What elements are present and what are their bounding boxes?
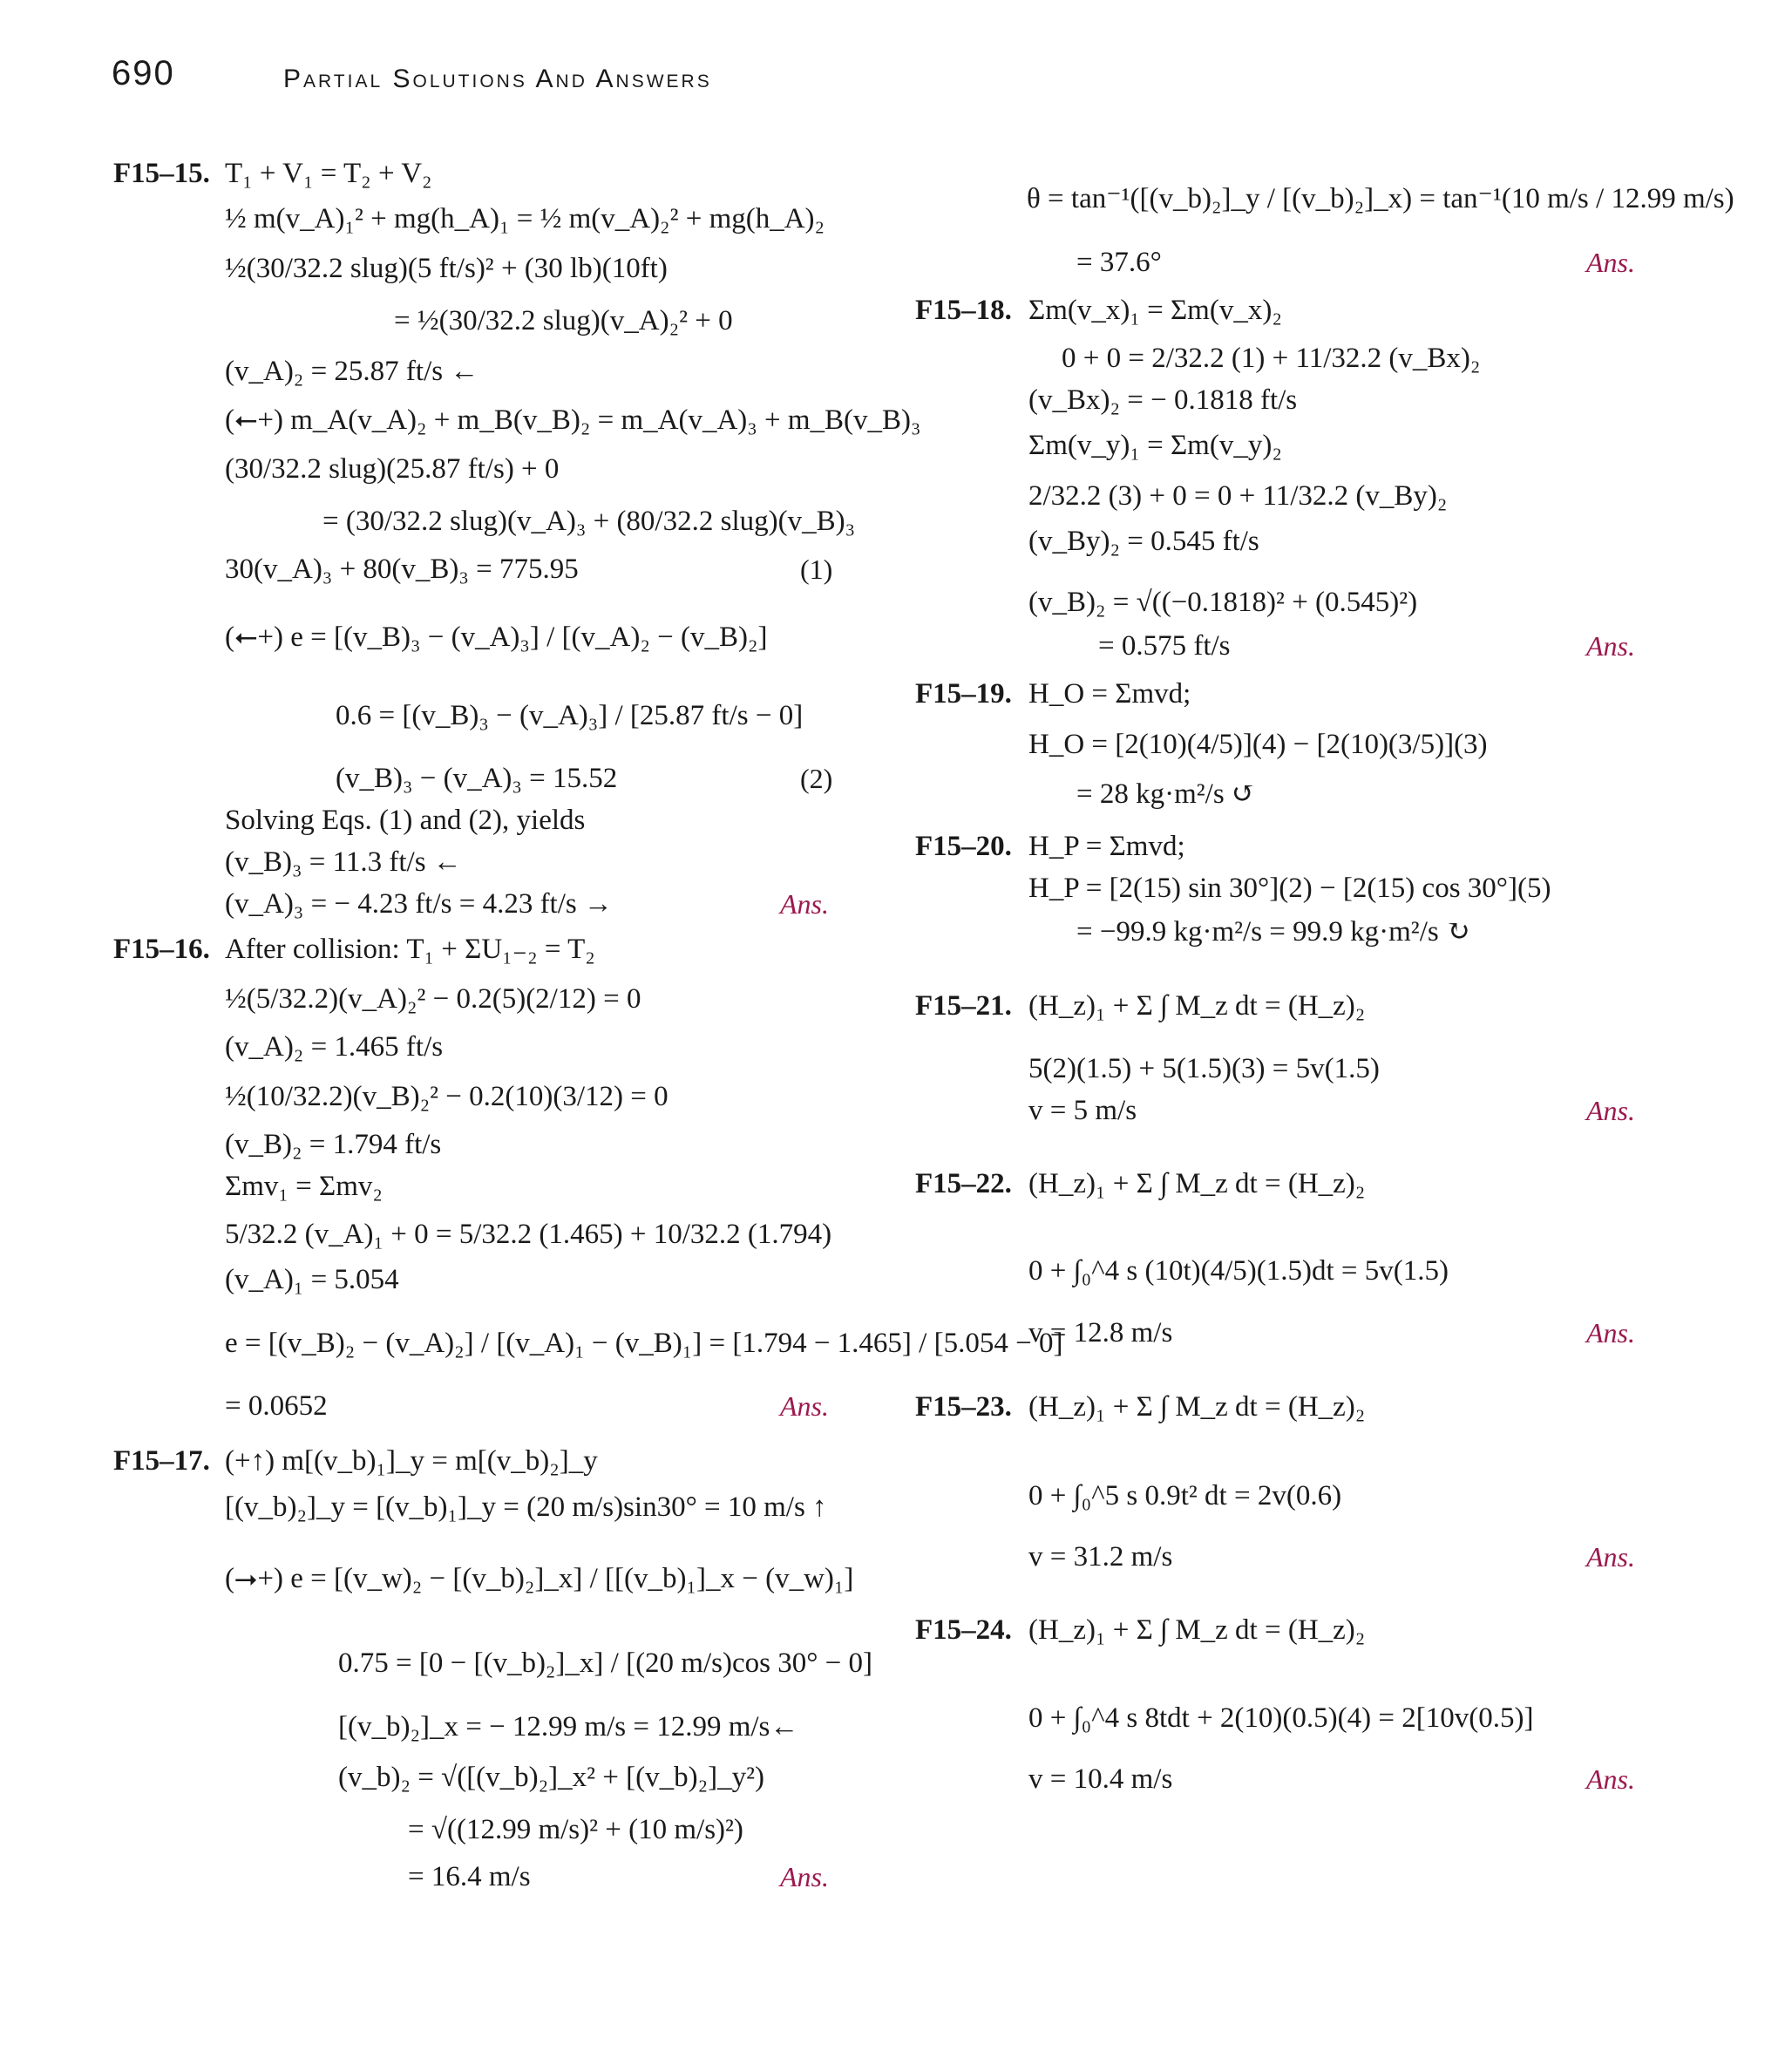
answer-label: Ans. [1586, 1317, 1635, 1348]
solution-line: = (30/32.2 slug)(v_A)₃ + (80/32.2 slug)(v_B)₃ [322, 506, 856, 537]
solution-line: (+↑) m[(v_b)₁]_y = m[(v_b)₂]_y [225, 1445, 598, 1477]
solution-line: (v_A)₂ = 1.465 ft/s [225, 1031, 444, 1063]
solution-line: Σm(v_x)₁ = Σm(v_x)₂ [1028, 295, 1282, 326]
solution-line: ½(10/32.2)(v_B)₂² − 0.2(10)(3/12) = 0 [225, 1081, 669, 1112]
solution-line: (v_By)₂ = 0.545 ft/s [1028, 526, 1259, 557]
problem-label-f15-19: F15–19. [915, 678, 1012, 710]
page-number: 690 [112, 54, 175, 92]
solution-line: 0 + ∫₀^5 s 0.9t² dt = 2v(0.6) [1028, 1480, 1342, 1512]
solution-line: (H_z)₁ + Σ ∫ M_z dt = (H_z)₂ [1028, 1391, 1366, 1423]
solution-line: 0 + 0 = 2/32.2 (1) + 11/32.2 (v_Bx)₂ [1062, 343, 1481, 374]
solution-line: 0 + ∫₀^4 s (10t)(4/5)(1.5)dt = 5v(1.5) [1028, 1255, 1449, 1287]
solution-line: v = 10.4 m/s [1028, 1763, 1173, 1795]
solution-line: = 16.4 m/s [408, 1861, 531, 1892]
problem-label-f15-18: F15–18. [915, 295, 1012, 326]
solution-line: = 0.575 ft/s [1098, 630, 1231, 662]
problem-label-f15-16: F15–16. [113, 934, 210, 965]
problem-label-f15-24: F15–24. [915, 1614, 1012, 1646]
solution-line: 2/32.2 (3) + 0 = 0 + 11/32.2 (v_By)₂ [1028, 480, 1448, 512]
solution-line: = √((12.99 m/s)² + (10 m/s)²) [408, 1814, 743, 1845]
solution-line: (v_A)₁ = 5.054 [225, 1264, 399, 1295]
solution-line: 5(2)(1.5) + 5(1.5)(3) = 5v(1.5) [1028, 1053, 1380, 1084]
solution-line: v = 5 m/s [1028, 1095, 1137, 1126]
solution-line: (⭠+) m_A(v_A)₂ + m_B(v_B)₂ = m_A(v_A)₃ + m_B(v_B)₃ [225, 404, 921, 436]
solution-line: H_O = Σmvd; [1028, 678, 1191, 710]
answer-label: Ans. [1586, 247, 1635, 278]
solution-line: ½ m(v_A)₁² + mg(h_A)₁ = ½ m(v_A)₂² + mg(h_A)₂ [225, 203, 825, 234]
answer-label: Ans. [1586, 1541, 1635, 1573]
solution-line: After collision: T₁ + ΣU₁₋₂ = T₂ [225, 934, 595, 965]
solution-line: ½(30/32.2 slug)(5 ft/s)² + (30 lb)(10ft) [225, 253, 668, 284]
answer-label: Ans. [780, 1861, 829, 1892]
equation-number: (1) [800, 554, 833, 585]
solution-line: (v_Bx)₂ = − 0.1818 ft/s [1028, 384, 1298, 416]
solution-line: (v_B)₂ = √((−0.1818)² + (0.545)²) [1028, 587, 1418, 618]
solution-line: (30/32.2 slug)(25.87 ft/s) + 0 [225, 453, 560, 485]
equation-number: (2) [800, 763, 833, 794]
solution-line: T₁ + V₁ = T₂ + V₂ [225, 158, 432, 189]
solution-line: = ½(30/32.2 slug)(v_A)₂² + 0 [394, 305, 733, 336]
solution-line: ½(5/32.2)(v_A)₂² − 0.2(5)(2/12) = 0 [225, 983, 641, 1015]
solution-line: (v_A)₃ = − 4.23 ft/s = 4.23 ft/s → [225, 888, 613, 920]
answer-label: Ans. [780, 1390, 829, 1422]
solution-line: = 37.6° [1076, 247, 1162, 278]
solution-line: (H_z)₁ + Σ ∫ M_z dt = (H_z)₂ [1028, 990, 1366, 1022]
answer-label: Ans. [1586, 630, 1635, 662]
problem-label-f15-20: F15–20. [915, 831, 1012, 862]
answer-label: Ans. [1586, 1763, 1635, 1795]
solution-line: = 28 kg·m²/s ↺ [1076, 778, 1256, 810]
solution-line: Solving Eqs. (1) and (2), yields [225, 805, 586, 836]
solution-line: H_P = [2(15) sin 30°](2) − [2(15) cos 30°](5) [1028, 873, 1551, 904]
solution-line: e = [(v_B)₂ − (v_A)₂] / [(v_A)₁ − (v_B)₁] = [1.794 − 1.465] / [5.054 − 0] [225, 1328, 1063, 1359]
solution-line: = 0.0652 [225, 1390, 328, 1422]
solution-line: 5/32.2 (v_A)₁ + 0 = 5/32.2 (1.465) + 10/32.2 (1.794) [225, 1219, 832, 1250]
solution-line: v = 12.8 m/s [1028, 1317, 1173, 1348]
problem-label-f15-21: F15–21. [915, 990, 1012, 1022]
problem-label-f15-17: F15–17. [113, 1445, 210, 1477]
problem-label-f15-22: F15–22. [915, 1168, 1012, 1199]
solution-line: 30(v_A)₃ + 80(v_B)₃ = 775.95 [225, 554, 579, 585]
solution-line: (v_A)₂ = 25.87 ft/s ← [225, 356, 479, 387]
solution-line: (v_b)₂ = √([(v_b)₂]_x² + [(v_b)₂]_y²) [338, 1762, 765, 1793]
solution-line: (v_B)₃ − (v_A)₃ = 15.52 [336, 763, 618, 794]
solution-line: 0.75 = [0 − [(v_b)₂]_x] / [(20 m/s)cos 30° − 0] [338, 1647, 873, 1679]
running-header: Partial Solutions And Answers [283, 65, 712, 93]
problem-label-f15-15: F15–15. [113, 158, 210, 189]
solution-line: H_O = [2(10)(4/5)](4) − [2(10)(3/5)](3) [1028, 729, 1488, 760]
solution-line: 0 + ∫₀^4 s 8tdt + 2(10)(0.5)(4) = 2[10v(0.5)] [1028, 1702, 1534, 1734]
problem-label-f15-23: F15–23. [915, 1391, 1012, 1423]
answer-label: Ans. [780, 888, 829, 920]
solution-line: 0.6 = [(v_B)₃ − (v_A)₃] / [25.87 ft/s − 0] [336, 700, 804, 731]
solution-line: θ = tan⁻¹([(v_b)₂]_y / [(v_b)₂]_x) = tan⁻¹(10 m/s / 12.99 m/s) [1027, 183, 1734, 214]
answer-label: Ans. [1586, 1095, 1635, 1126]
solution-line: = −99.9 kg·m²/s = 99.9 kg·m²/s ↻ [1076, 916, 1470, 948]
solution-line: v = 31.2 m/s [1028, 1541, 1173, 1573]
solution-line: (v_B)₂ = 1.794 ft/s [225, 1129, 442, 1160]
solution-line: (⭠+) e = [(v_B)₃ − (v_A)₃] / [(v_A)₂ − (v_B)₂] [225, 622, 768, 653]
solution-line: [(v_b)₂]_x = − 12.99 m/s = 12.99 m/s← [338, 1711, 799, 1743]
solution-line: (⭢+) e = [(v_w)₂ − [(v_b)₂]_x] / [[(v_b)₁]_x − (v_w)₁] [225, 1563, 854, 1594]
solution-line: Σmv₁ = Σmv₂ [225, 1171, 383, 1202]
solution-line: (H_z)₁ + Σ ∫ M_z dt = (H_z)₂ [1028, 1614, 1366, 1646]
solution-line: Σm(v_y)₁ = Σm(v_y)₂ [1028, 430, 1282, 461]
solution-line: (H_z)₁ + Σ ∫ M_z dt = (H_z)₂ [1028, 1168, 1366, 1199]
solution-line: H_P = Σmvd; [1028, 831, 1185, 862]
solution-line: (v_B)₃ = 11.3 ft/s ← [225, 846, 462, 878]
solution-line: [(v_b)₂]_y = [(v_b)₁]_y = (20 m/s)sin30° = 10 m/s ↑ [225, 1491, 827, 1523]
